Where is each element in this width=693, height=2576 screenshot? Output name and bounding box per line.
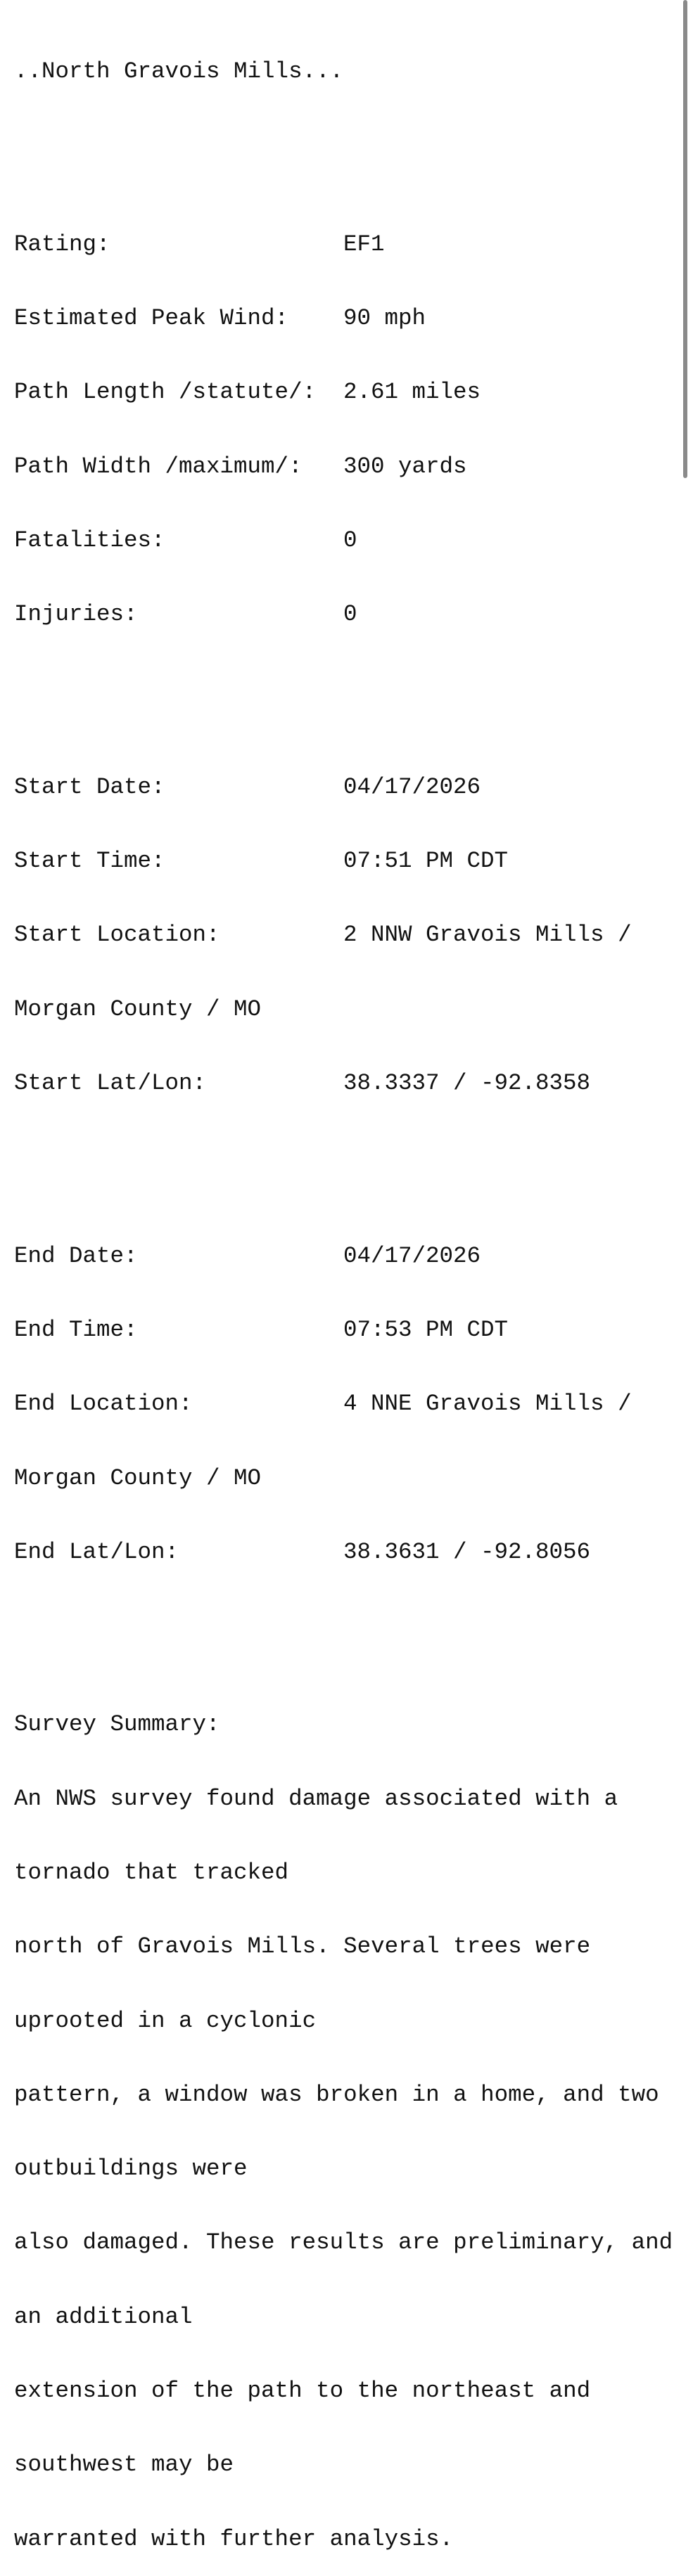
stat-label: Path Width /maximum/: bbox=[14, 453, 303, 479]
stat-value: 90 mph bbox=[343, 305, 426, 332]
summary-line: An NWS survey found damage associated with a bbox=[14, 1785, 618, 1812]
stat-value: EF1 bbox=[343, 231, 385, 257]
stat-value: 300 yards bbox=[343, 453, 467, 479]
start-location-value: 2 NNW Gravois Mills / bbox=[343, 922, 632, 948]
end-date-label: End Date: bbox=[14, 1242, 138, 1269]
blank-line bbox=[14, 1145, 679, 1169]
summary-line: also damaged. These results are preliminary, and bbox=[14, 2229, 673, 2256]
start-date-value: 04/17/2026 bbox=[343, 773, 481, 800]
summary-line: tornado that tracked bbox=[14, 1860, 289, 1886]
report-header: ..North Gravois Mills... bbox=[14, 58, 344, 85]
summary-line: southwest may be bbox=[14, 2452, 234, 2478]
start-location-label: Start Location: bbox=[14, 922, 220, 948]
summary-line: outbuildings were bbox=[14, 2156, 248, 2182]
summary-line: extension of the path to the northeast and bbox=[14, 2378, 591, 2404]
start-time-label: Start Time: bbox=[14, 848, 165, 875]
blank-line bbox=[14, 676, 679, 701]
survey-summary-title: Survey Summary: bbox=[14, 1711, 220, 1738]
summary-line: warranted with further analysis. bbox=[14, 2525, 454, 2552]
summary-line: uprooted in a cyclonic bbox=[14, 2007, 317, 2034]
blank-line bbox=[14, 1614, 679, 1638]
start-date-label: Start Date: bbox=[14, 773, 165, 800]
start-location-row bbox=[14, 922, 679, 947]
start-time-row bbox=[14, 849, 679, 873]
stat-row-path-width bbox=[14, 454, 679, 479]
stat-label: Estimated Peak Wind: bbox=[14, 305, 289, 332]
start-date-row bbox=[14, 775, 679, 799]
end-time-row bbox=[14, 1318, 679, 1342]
start-latlon-value: 38.3337 / -92.8358 bbox=[343, 1070, 591, 1097]
stat-row-fatalities bbox=[14, 528, 679, 553]
end-location-continued: Morgan County / MO bbox=[14, 1464, 262, 1491]
summary-line: north of Gravois Mills. Several trees were bbox=[14, 1933, 591, 1960]
stat-label: Path Length /statute/: bbox=[14, 379, 317, 406]
stat-value: 2.61 miles bbox=[343, 379, 481, 406]
stat-label: Fatalities: bbox=[14, 527, 165, 553]
vertical-scrollbar[interactable] bbox=[683, 0, 687, 478]
stat-row-path-length bbox=[14, 380, 679, 404]
stat-label: Rating: bbox=[14, 231, 110, 257]
blank-line bbox=[14, 133, 679, 157]
start-time-value: 07:51 PM CDT bbox=[343, 848, 509, 875]
stat-value: 0 bbox=[343, 527, 357, 553]
summary-line: an additional bbox=[14, 2303, 193, 2330]
end-latlon-value: 38.3631 / -92.8056 bbox=[343, 1538, 591, 1565]
start-location-continued: Morgan County / MO bbox=[14, 996, 262, 1022]
end-time-label: End Time: bbox=[14, 1316, 138, 1343]
stat-row-injuries bbox=[14, 602, 679, 626]
end-time-value: 07:53 PM CDT bbox=[343, 1316, 509, 1343]
start-latlon-row bbox=[14, 1071, 679, 1095]
stat-value: 0 bbox=[343, 601, 357, 628]
start-latlon-label: Start Lat/Lon: bbox=[14, 1070, 207, 1097]
stat-row-rating bbox=[14, 232, 679, 257]
end-latlon-row bbox=[14, 1540, 679, 1564]
end-location-row bbox=[14, 1391, 679, 1416]
end-location-label: End Location: bbox=[14, 1391, 193, 1417]
stat-label: Injuries: bbox=[14, 601, 138, 628]
summary-line: pattern, a window was broken in a home, and two bbox=[14, 2081, 659, 2108]
storm-report bbox=[14, 10, 679, 2576]
end-location-value: 4 NNE Gravois Mills / bbox=[343, 1391, 632, 1417]
end-date-value: 04/17/2026 bbox=[343, 1242, 481, 1269]
stat-row-peak-wind bbox=[14, 306, 679, 330]
end-date-row bbox=[14, 1244, 679, 1268]
end-latlon-label: End Lat/Lon: bbox=[14, 1538, 179, 1565]
